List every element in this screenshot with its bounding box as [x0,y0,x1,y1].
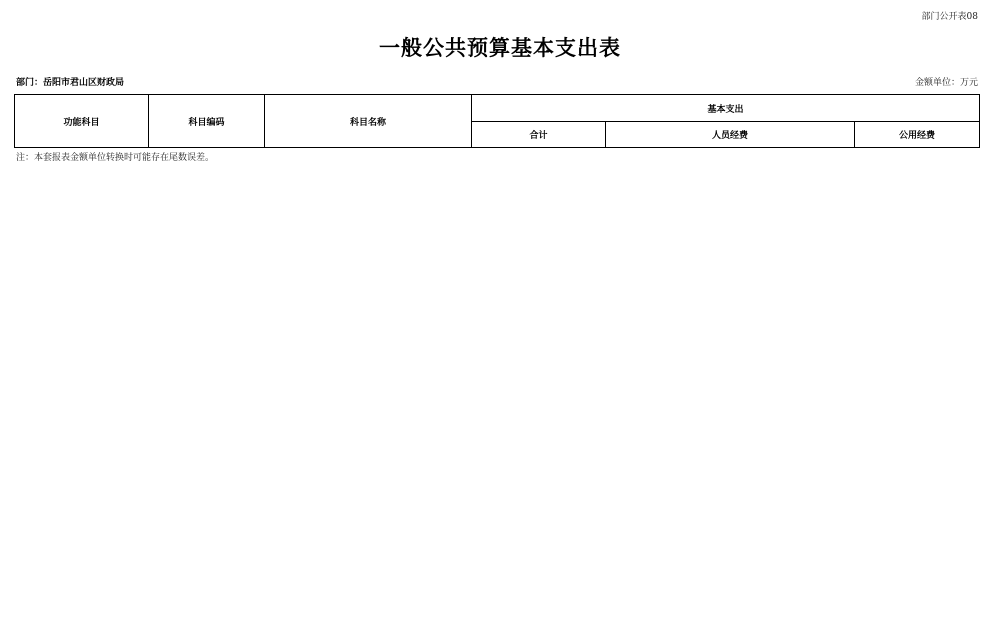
col-header-public: 公用经费 [855,122,980,148]
col-header-basic-expenditure: 基本支出 [472,95,980,122]
department-label: 部门：岳阳市君山区财政局 [16,78,125,88]
col-header-personnel: 人员经费 [606,122,855,148]
col-header-total: 合计 [472,122,606,148]
col-header-function: 功能科目 [15,95,149,148]
form-code: 部门公开表08 [921,12,978,22]
col-header-name: 科目名称 [265,95,472,148]
meta-row [16,75,978,89]
footnote: 注：本套报表金额单位转换时可能存在尾数误差。 [16,153,215,163]
page-title: 一般公共预算基本支出表 [379,35,621,60]
header-row-1 [15,95,980,122]
col-header-code: 科目编码 [149,95,265,148]
budget-table [14,94,980,148]
amount-unit-label: 金额单位：万元 [914,78,978,88]
